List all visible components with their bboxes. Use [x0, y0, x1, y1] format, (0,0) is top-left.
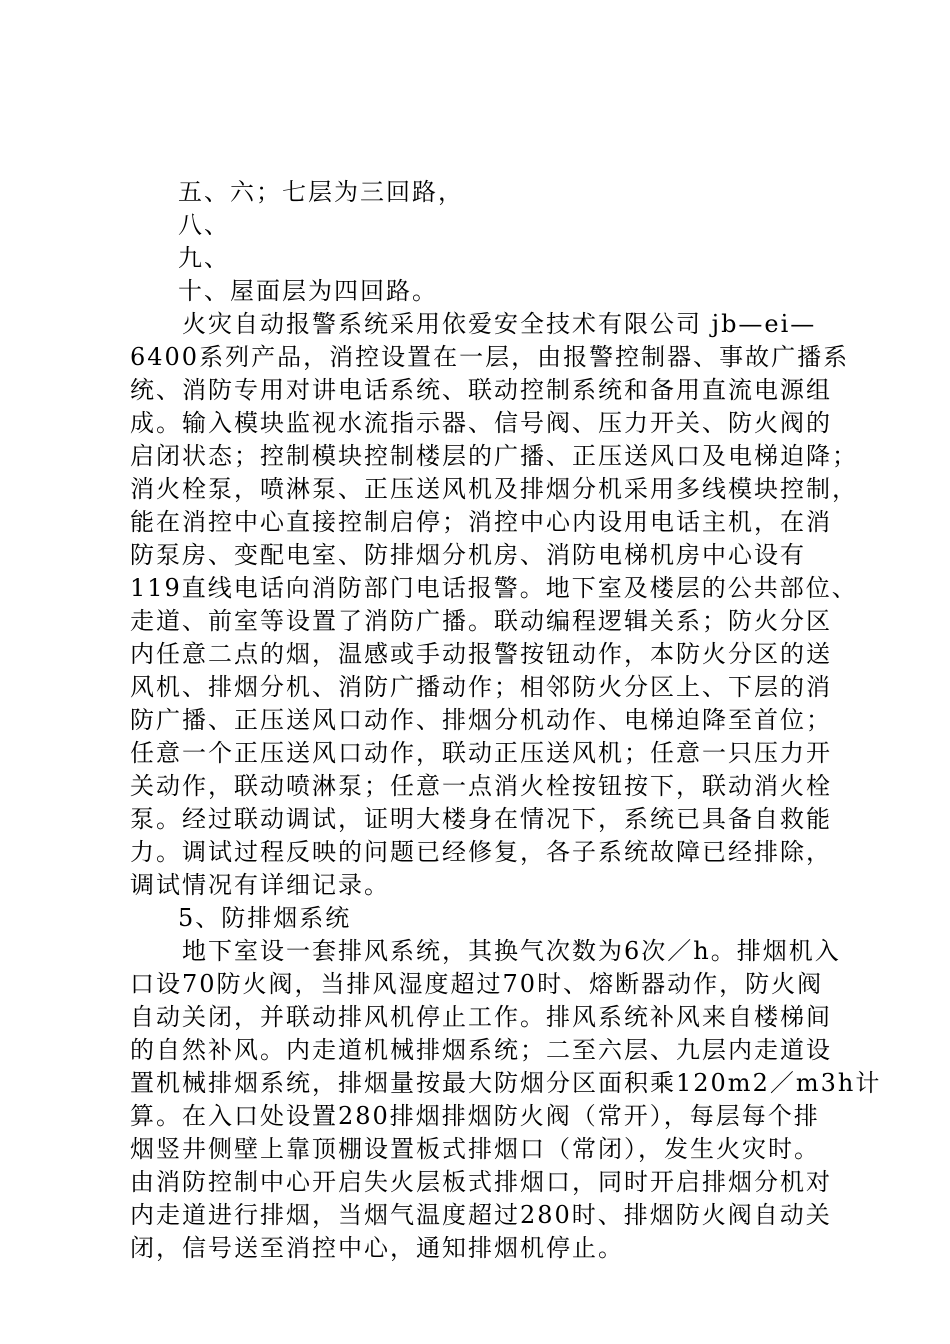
list-line: 十、屋面层为四回路。 [178, 277, 438, 305]
paragraph-line: 内任意二点的烟，温感或手动报警按钮动作，本防火分区的送 [130, 640, 832, 668]
paragraph-line: 泵。经过联动调试，证明大楼身在情况下，系统已具备自救能 [130, 805, 832, 833]
paragraph-line: 任意一个正压送风口动作，联动正压送风机；任意一只压力开 [130, 739, 832, 767]
paragraph-line: 关动作，联动喷淋泵；任意一点消火栓按钮按下，联动消火栓 [130, 772, 832, 800]
paragraph-line: 的自然补风。内走道机械排烟系统；二至六层、九层内走道设 [130, 1036, 832, 1064]
paragraph-line: 烟竖井侧壁上靠顶棚设置板式排烟口（常闭），发生火灾时。 [130, 1135, 820, 1163]
paragraph-line: 地下室设一套排风系统，其换气次数为6次／h。排烟机入 [182, 937, 841, 965]
list-line: 八、 [178, 211, 230, 239]
paragraph-line: 119直线电话向消防部门电话报警。地下室及楼层的公共部位、 [130, 574, 858, 602]
paragraph-line: 口设70防火阀，当排风湿度超过70时、熔断器动作，防火阀 [130, 970, 824, 998]
paragraph-line: 内走道进行排烟，当烟气温度超过280时、排烟防火阀自动关 [130, 1201, 832, 1229]
list-lines [130, 176, 836, 308]
paragraph-line: 算。在入口处设置280排烟排烟防火阀（常开），每层每个排 [130, 1102, 820, 1130]
list-line: 五、六；七层为三回路， [178, 178, 464, 206]
list-line: 九、 [178, 244, 230, 272]
paragraph-line: 防泵房、变配电室、防排烟分机房、消防电梯机房中心设有 [130, 541, 806, 569]
paragraph-line: 走道、前室等设置了消防广播。联动编程逻辑关系；防火分区 [130, 607, 832, 635]
paragraph-line: 成。输入模块监视水流指示器、信号阀、压力开关、防火阀的 [130, 409, 832, 437]
paragraph-line: 风机、排烟分机、消防广播动作；相邻防火分区上、下层的消 [130, 673, 832, 701]
paragraph-line: 调试情况有详细记录。 [130, 871, 390, 899]
paragraph-line: 置机械排烟系统，排烟量按最大防烟分区面积乘120m2／m3h计 [130, 1069, 882, 1097]
document-page [130, 176, 882, 1265]
paragraph-line: 闭，信号送至消控中心，通知排烟机停止。 [130, 1234, 624, 1262]
paragraph-line: 6400系列产品，消控设置在一层，由报警控制器、事故广播系 [130, 343, 850, 371]
paragraph-line: 统、消防专用对讲电话系统、联动控制系统和备用直流电源组 [130, 376, 832, 404]
section-heading: 5、防排烟系统 [178, 904, 352, 932]
paragraph-line: 火灾自动报警系统采用依爱安全技术有限公司 jb—ei— [182, 310, 817, 338]
paragraph-smoke-exhaust [130, 935, 882, 1265]
paragraph-line: 启闭状态；控制模块控制楼层的广播、正压送风口及电梯迫降； [130, 442, 858, 470]
paragraph-line: 自动关闭，并联动排风机停止工作。排风系统补风来自楼梯间 [130, 1003, 832, 1031]
paragraph-line: 由消防控制中心开启失火层板式排烟口，同时开启排烟分机对 [130, 1168, 832, 1196]
paragraph-fire-alarm [130, 308, 858, 902]
paragraph-line: 防广播、正压送风口动作、排烟分机动作、电梯迫降至首位； [130, 706, 832, 734]
paragraph-line: 消火栓泵，喷淋泵、正压送风机及排烟分机采用多线模块控制， [130, 475, 858, 503]
paragraph-line: 能在消控中心直接控制启停；消控中心内设用电话主机，在消 [130, 508, 832, 536]
paragraph-line: 力。调试过程反映的问题已经修复，各子系统故障已经排除， [130, 838, 832, 866]
